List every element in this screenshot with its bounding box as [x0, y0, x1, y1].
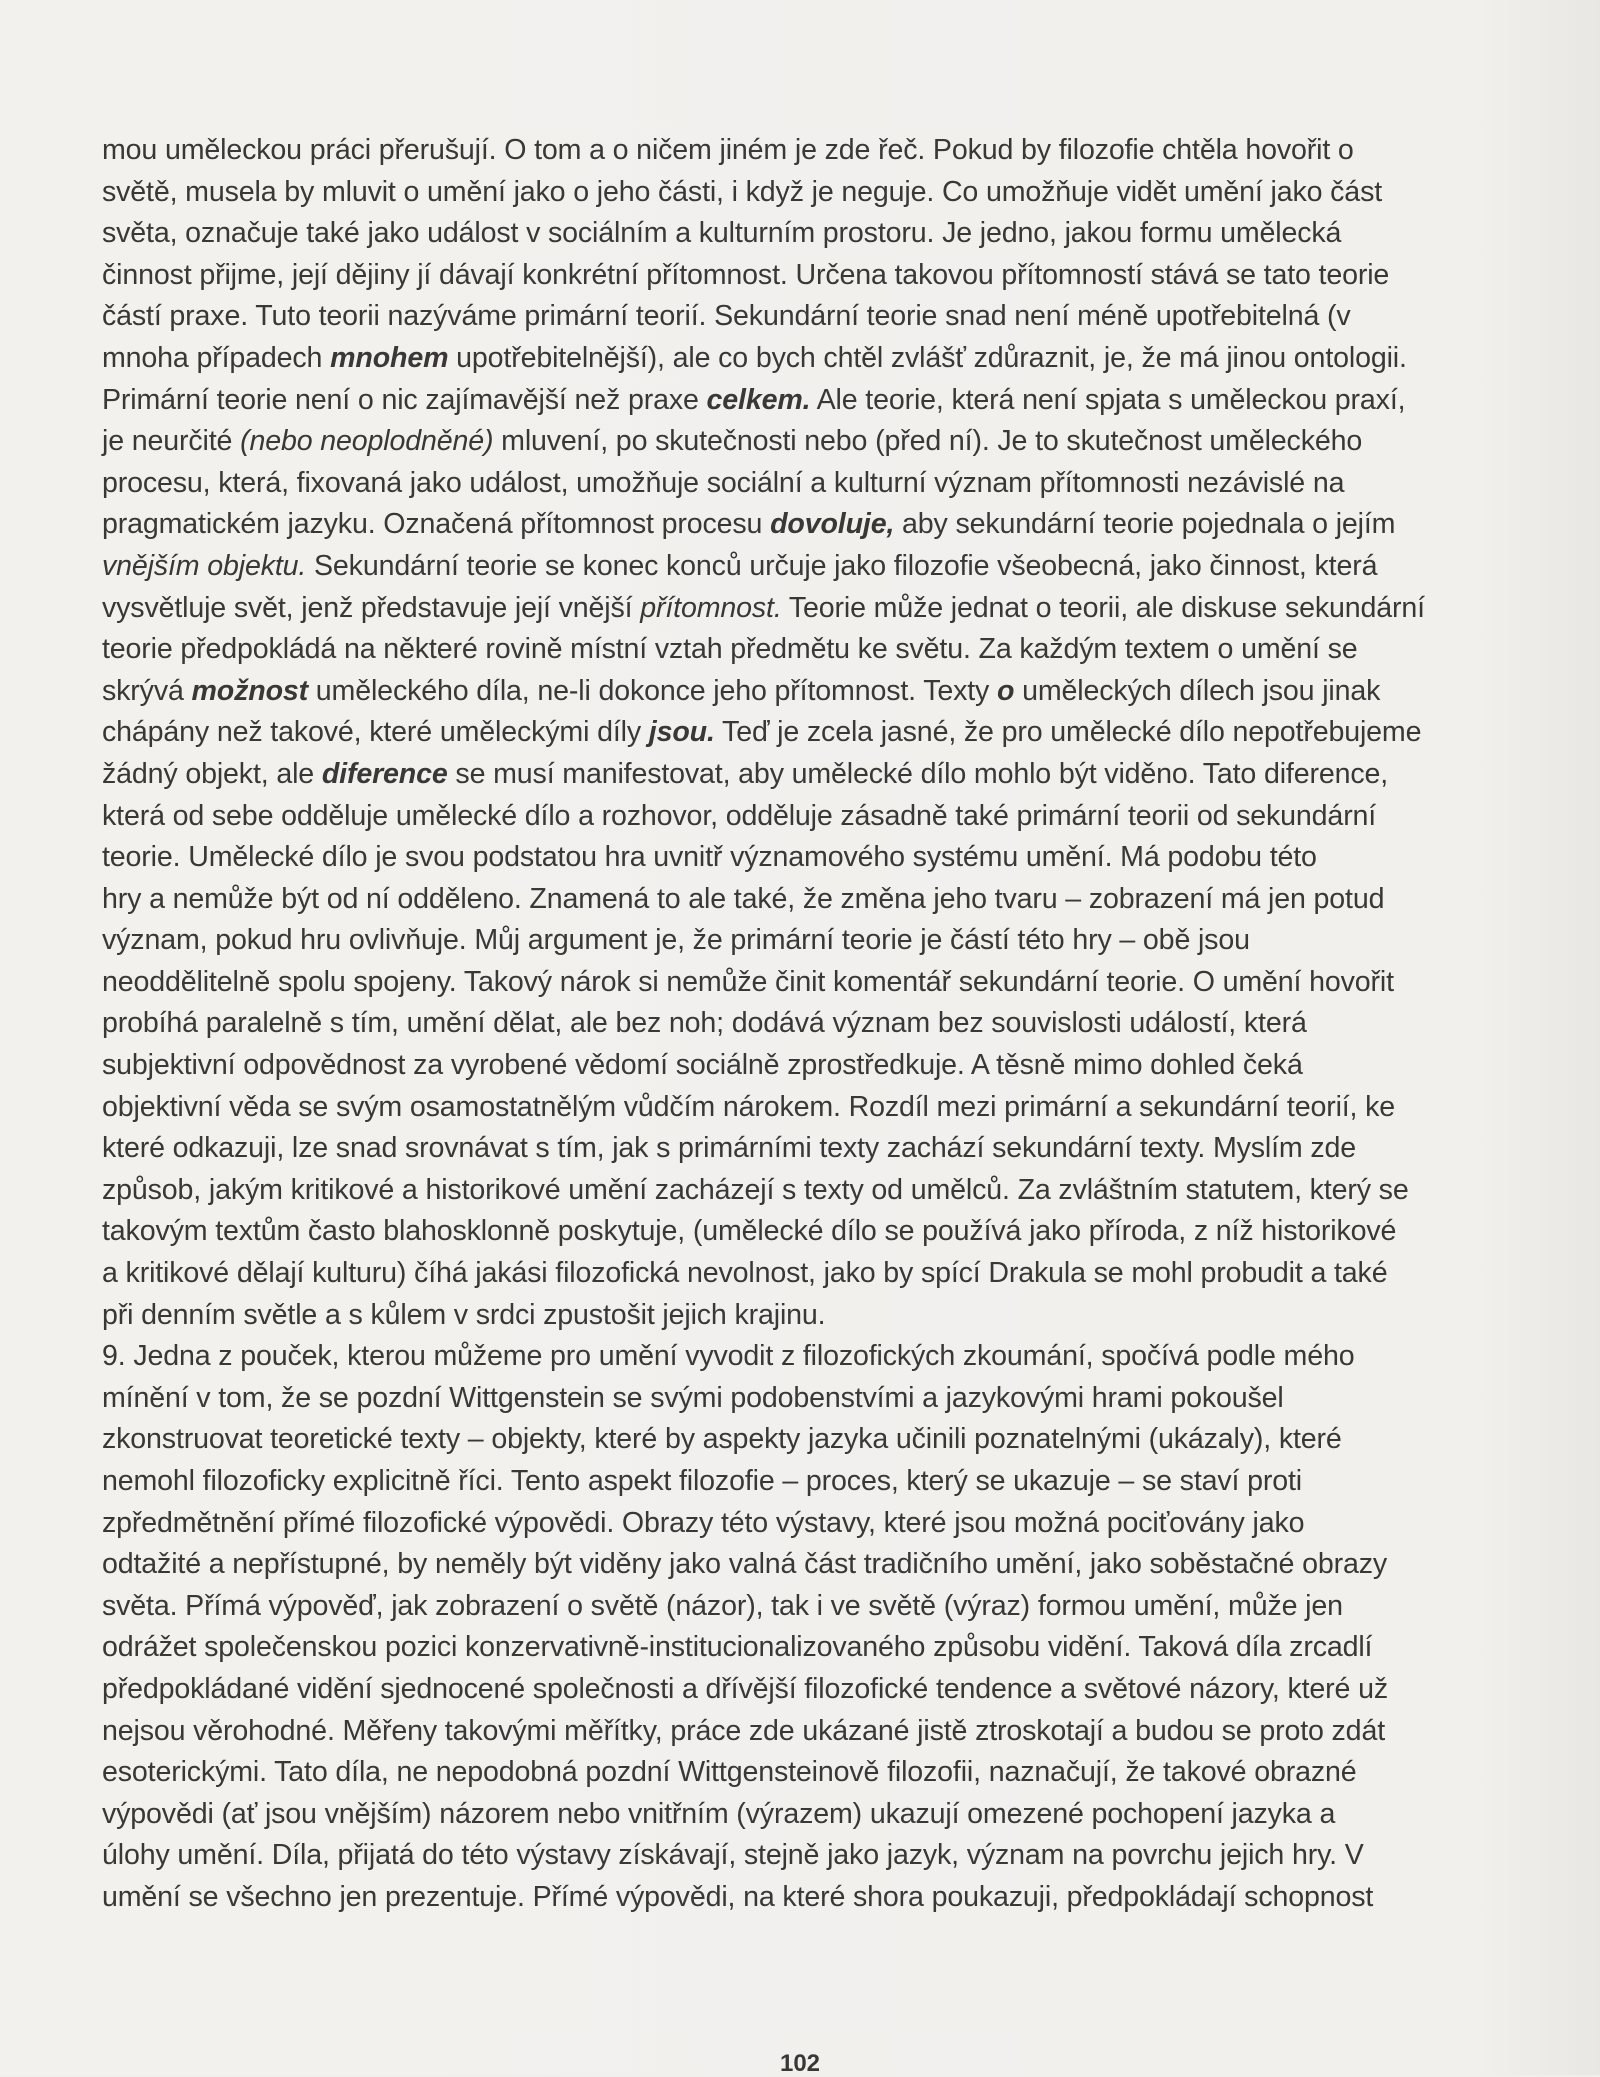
line-text: Teď je zcela jasné, že pro umělecké dílo nepotřebujeme: [714, 716, 1422, 749]
text-line: [102, 754, 1512, 796]
text-line: [102, 1586, 1512, 1628]
text-line: [102, 1003, 1512, 1045]
line-text: uměleckého díla, ne-li dokonce jeho přítomnost. Texty: [308, 674, 997, 707]
line-text: činnost přijme, její dějiny jí dávají konkrétní přítomnost. Určena takovou přítomností stává se tato teorie: [102, 258, 1390, 291]
text-line: [102, 1295, 1512, 1337]
text-line: [102, 1253, 1512, 1295]
line-text: nejsou věrohodné. Měřeny takovými měřítky, práce zde ukázané jistě ztroskotají a budou se proto zdát: [102, 1714, 1385, 1747]
line-text: výpovědi (ať jsou vnějším) názorem nebo vnitřním (výrazem) ukazují omezené pochopení jazyka a: [102, 1797, 1336, 1830]
text-line: [102, 1461, 1512, 1503]
line-text: při denním světle a s kůlem v srdci zpustošit jejich krajinu.: [102, 1298, 826, 1331]
text-line: [102, 1170, 1512, 1212]
line-text: pragmatickém jazyku. Označená přítomnost procesu: [102, 508, 771, 541]
line-text: probíhá paralelně s tím, umění dělat, ale bez noh; dodává význam bez souvislosti událostí, která: [102, 1007, 1307, 1040]
text-line: [102, 1544, 1512, 1586]
line-text: mou uměleckou práci přerušují. O tom a o ničem jiném je zde řeč. Pokud by filozofie chtěla hovořit o: [102, 134, 1354, 166]
line-text: uměleckých dílech jsou jinak: [1014, 674, 1381, 707]
text-line: [102, 1045, 1512, 1087]
emphasis-text: mnohem: [330, 341, 449, 374]
line-text: předpokládané vidění sjednocené společnosti a dřívější filozofické tendence a světové názory, které už: [102, 1672, 1388, 1705]
text-line: [102, 296, 1512, 338]
text-line: [102, 1794, 1512, 1836]
line-text: způsob, jakým kritikové a historikové umění zacházejí s texty od umělců. Za zvláštním statutem, který se: [102, 1173, 1409, 1206]
line-text: světě, musela by mluvit o umění jako o jeho části, i když je neguje. Co umožňuje vidět umění jako část: [102, 175, 1383, 208]
text-line: [102, 629, 1512, 671]
line-text: světa, označuje také jako událost v sociálním a kulturním prostoru. Je jedno, jakou formu umělecká: [102, 217, 1342, 250]
emphasis-text: diference: [321, 757, 448, 790]
text-line: [102, 837, 1512, 879]
line-text: 9. Jedna z pouček, kterou můžeme pro umění vyvodit z filozofických zkoumání, spočívá podle mého: [102, 1340, 1355, 1373]
text-line: [102, 1835, 1512, 1877]
line-text: odrážet společenskou pozici konzervativně-institucionalizovaného způsobu vidění. Taková díla zrcadlí: [102, 1631, 1373, 1664]
line-text: světa. Přímá výpověď, jak zobrazení o světě (názor), tak i ve světě (výraz) formou umění, může jen: [102, 1589, 1343, 1622]
line-text: zkonstruovat teoretické texty – objekty, které by aspekty jazyka učinili poznatelnými (ukázaly), které: [102, 1423, 1342, 1456]
emphasis-text: o: [997, 674, 1015, 707]
text-line: [102, 1503, 1512, 1545]
body-text: [102, 130, 1512, 1919]
text-line: [102, 1336, 1512, 1378]
line-text: zpředmětnění přímé filozofické výpovědi. Obrazy této výstavy, které jsou možná pociťovány jako: [102, 1506, 1305, 1539]
text-line: [102, 1669, 1512, 1711]
emphasis-text: celkem.: [706, 383, 811, 416]
text-line: [102, 1711, 1512, 1753]
text-line: [102, 1752, 1512, 1794]
text-line: [102, 1087, 1512, 1129]
line-text: hry a nemůže být od ní odděleno. Znamená to ale také, že změna jeho tvaru – zobrazení má jen potud: [102, 882, 1385, 915]
emphasis-text: možnost: [191, 674, 309, 707]
line-text: mínění v tom, že se pozdní Wittgenstein se svými podobenstvími a jazykovými hrami pokoušel: [102, 1381, 1284, 1414]
line-text: teorie předpokládá na některé rovině místní vztah předmětu ke světu. Za každým textem o umění se: [102, 633, 1358, 666]
line-text: aby sekundární teorie pojednala o jejím: [894, 508, 1396, 541]
line-text: je neurčité: [102, 425, 241, 458]
text-line: [102, 172, 1512, 214]
text-line: [102, 1419, 1512, 1461]
line-text: upotřebitelnější), ale co bych chtěl zvlášť zdůraznit, je, že má jinou ontologii.: [448, 341, 1407, 374]
line-text: nemohl filozoficky explicitně říci. Tento aspekt filozofie – proces, který se ukazuje – se staví proti: [102, 1465, 1302, 1497]
emphasis-text: dovoluje,: [770, 508, 895, 541]
text-line: [102, 213, 1512, 255]
line-text: mnoha případech: [102, 341, 331, 374]
line-text: objektivní věda se svým osamostatnělým vůdčím nárokem. Rozdíl mezi primární a sekundární teorií, ke: [102, 1090, 1396, 1123]
line-text: teorie. Umělecké dílo je svou podstatou hra uvnitř významového systému umění. Má podobu této: [102, 841, 1317, 874]
line-text: částí praxe. Tuto teorii nazýváme primární teorií. Sekundární teorie snad není méně upotřebitelná (v: [102, 300, 1351, 333]
emphasis-text: (nebo neoplodněné): [240, 425, 494, 458]
text-line: [102, 1211, 1512, 1253]
line-text: esoterickými. Tato díla, ne nepodobná pozdní Wittgensteinově filozofii, naznačují, že takové obrazné: [102, 1756, 1357, 1789]
text-line: [102, 962, 1512, 1004]
text-line: [102, 421, 1512, 463]
text-line: [102, 1877, 1512, 1919]
page-number: 102: [779, 2050, 821, 2077]
text-line: [102, 504, 1512, 546]
emphasis-text: přítomnost.: [640, 591, 782, 624]
emphasis-text: jsou.: [648, 716, 715, 749]
text-line: [102, 796, 1512, 838]
line-text: procesu, která, fixovaná jako událost, umožňuje sociální a kulturní význam přítomnosti nezávislé na: [102, 466, 1345, 499]
text-line: [102, 671, 1512, 713]
line-text: Teorie může jednat o teorii, ale diskuse sekundární: [781, 591, 1425, 624]
line-text: skrývá: [102, 674, 192, 707]
line-text: se musí manifestovat, aby umělecké dílo mohlo být viděno. Tato diference,: [447, 757, 1389, 790]
text-line: [102, 380, 1512, 422]
text-line: [102, 255, 1512, 297]
text-line: [102, 130, 1512, 172]
line-text: takovým textům často blahosklonně poskytuje, (umělecké dílo se používá jako příroda, z níž historikové: [102, 1215, 1397, 1248]
line-text: mluvení, po skutečnosti nebo (před ní). Je to skutečnost uměleckého: [493, 425, 1363, 458]
text-line: [102, 338, 1512, 380]
text-line: [102, 588, 1512, 630]
text-line: [102, 546, 1512, 588]
text-line: [102, 1627, 1512, 1669]
text-line: [102, 879, 1512, 921]
text-line: [102, 463, 1512, 505]
line-text: význam, pokud hru ovlivňuje. Můj argument je, že primární teorie je částí této hry – obě jsou: [102, 924, 1250, 957]
line-text: Sekundární teorie se konec konců určuje jako filozofie všeobecná, jako činnost, která: [306, 549, 1378, 582]
line-text: která od sebe odděluje umělecké dílo a rozhovor, odděluje zásadně také primární teorii od sekundární: [102, 799, 1377, 832]
line-text: vysvětluje svět, jenž představuje její vnější: [102, 591, 641, 624]
line-text: úlohy umění. Díla, přijatá do této výstavy získávají, stejně jako jazyk, význam na povrchu jejich hry. V: [102, 1839, 1364, 1872]
line-text: subjektivní odpovědnost za vyrobené vědomí sociálně zprostředkuje. A těsně mimo dohled čeká: [102, 1049, 1303, 1082]
line-text: odtažité a nepřístupné, by neměly být viděny jako valná část tradičního umění, jako soběstačné obrazy: [102, 1548, 1388, 1581]
text-line: [102, 712, 1512, 754]
text-line: [102, 1128, 1512, 1170]
line-text: umění se všechno jen prezentuje. Přímé výpovědi, na které shora poukazuji, předpokládají schopnost: [102, 1880, 1374, 1913]
emphasis-text: vnějším objektu.: [102, 549, 307, 582]
line-text: Ale teorie, která není spjata s uměleckou praxí,: [810, 383, 1406, 416]
line-text: chápány než takové, které uměleckými díly: [102, 716, 649, 749]
line-text: a kritikové dělají kulturu) číhá jakási filozofická nevolnost, jako by spící Drakula se mohl probudit a také: [102, 1257, 1388, 1290]
text-line: [102, 920, 1512, 962]
text-line: [102, 1378, 1512, 1420]
line-text: neoddělitelně spolu spojeny. Takový nárok si nemůže činit komentář sekundární teorie. O umění hovořit: [102, 965, 1394, 998]
line-text: Primární teorie není o nic zajímavější než praxe: [102, 383, 707, 416]
line-text: které odkazuji, lze snad srovnávat s tím, jak s primárními texty zachází sekundární texty. Myslím zde: [102, 1132, 1357, 1165]
line-text: žádný objekt, ale: [102, 757, 322, 790]
